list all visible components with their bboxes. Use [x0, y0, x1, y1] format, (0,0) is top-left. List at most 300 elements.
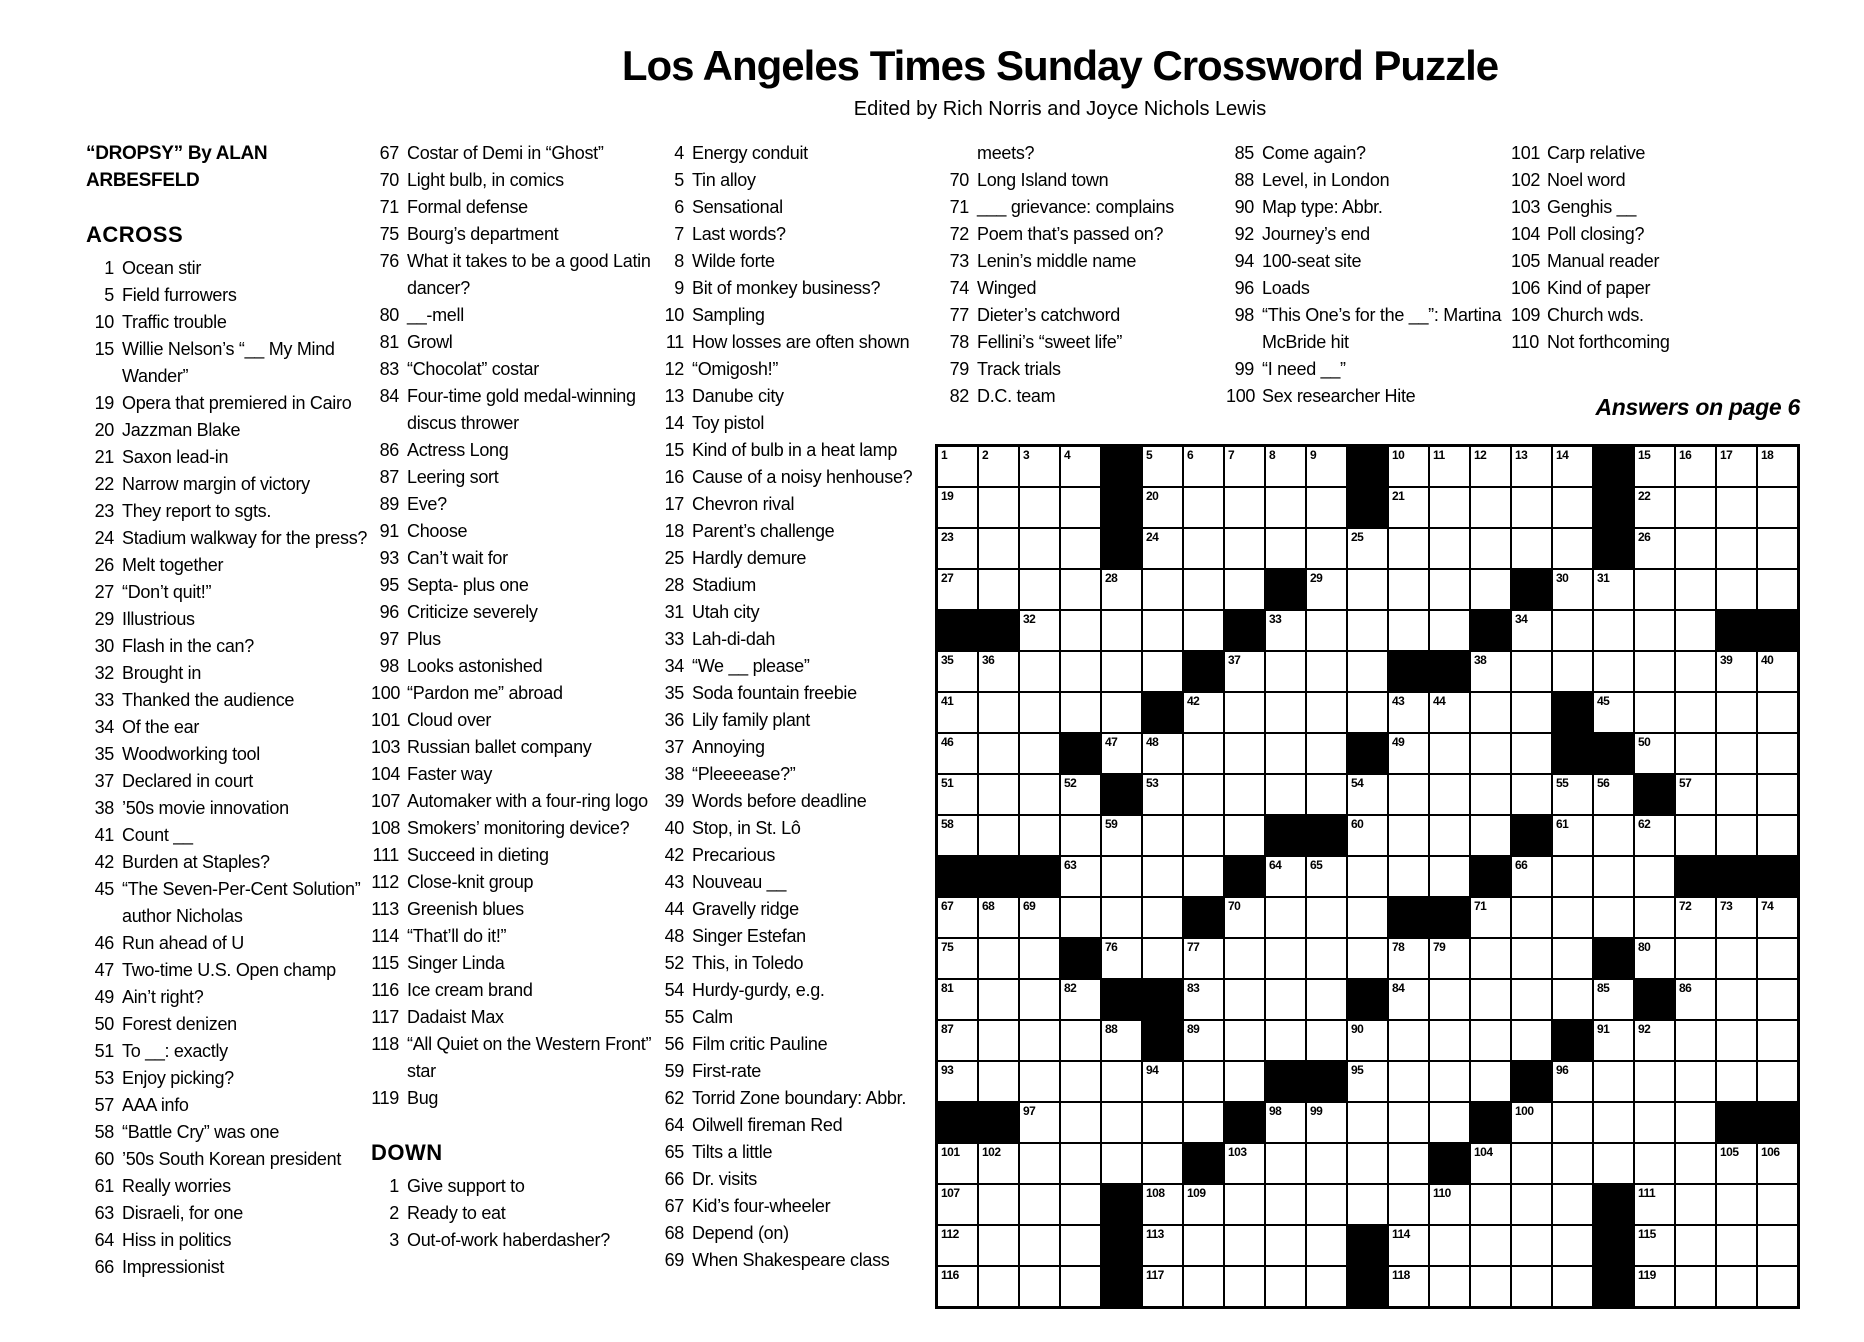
cell-r11c7[interactable]: [1183, 856, 1224, 897]
cell-r15c7[interactable]: [1183, 1020, 1224, 1061]
cell-r2c20[interactable]: [1716, 487, 1757, 528]
cell-r16c2[interactable]: [978, 1061, 1019, 1102]
cell-r21c21[interactable]: [1757, 1266, 1798, 1307]
cell-r7c20[interactable]: [1716, 692, 1757, 733]
cell-r16c13[interactable]: [1429, 1061, 1470, 1102]
cell-r2c2[interactable]: [978, 487, 1019, 528]
cell-r9c7[interactable]: [1183, 774, 1224, 815]
cell-r8c10[interactable]: [1306, 733, 1347, 774]
cell-r3c16[interactable]: [1552, 528, 1593, 569]
cell-r14c14[interactable]: [1470, 979, 1511, 1020]
cell-r2c3[interactable]: [1019, 487, 1060, 528]
cell-r3c20[interactable]: [1716, 528, 1757, 569]
cell-r9c17[interactable]: [1593, 774, 1634, 815]
cell-r12c5[interactable]: [1101, 897, 1142, 938]
cell-r21c16[interactable]: [1552, 1266, 1593, 1307]
cell-r19c11[interactable]: [1347, 1184, 1388, 1225]
cell-r12c11[interactable]: [1347, 897, 1388, 938]
cell-r19c8[interactable]: [1224, 1184, 1265, 1225]
cell-r9c20[interactable]: [1716, 774, 1757, 815]
cell-r10c7[interactable]: [1183, 815, 1224, 856]
cell-r3c19[interactable]: [1675, 528, 1716, 569]
cell-r9c2[interactable]: [978, 774, 1019, 815]
cell-r2c1[interactable]: [937, 487, 978, 528]
cell-r6c5[interactable]: [1101, 651, 1142, 692]
cell-r21c13[interactable]: [1429, 1266, 1470, 1307]
cell-r6c19[interactable]: [1675, 651, 1716, 692]
cell-r20c18[interactable]: [1634, 1225, 1675, 1266]
cell-r5c18[interactable]: [1634, 610, 1675, 651]
cell-r1c9[interactable]: [1265, 446, 1306, 487]
cell-r7c14[interactable]: [1470, 692, 1511, 733]
cell-r14c10[interactable]: [1306, 979, 1347, 1020]
cell-r9c14[interactable]: [1470, 774, 1511, 815]
cell-r3c9[interactable]: [1265, 528, 1306, 569]
cell-r14c17[interactable]: [1593, 979, 1634, 1020]
cell-r6c17[interactable]: [1593, 651, 1634, 692]
cell-r20c8[interactable]: [1224, 1225, 1265, 1266]
cell-r19c9[interactable]: [1265, 1184, 1306, 1225]
cell-r12c16[interactable]: [1552, 897, 1593, 938]
cell-r18c4[interactable]: [1060, 1143, 1101, 1184]
cell-r18c10[interactable]: [1306, 1143, 1347, 1184]
cell-r7c3[interactable]: [1019, 692, 1060, 733]
cell-r11c5[interactable]: [1101, 856, 1142, 897]
cell-r19c18[interactable]: [1634, 1184, 1675, 1225]
cell-r7c17[interactable]: [1593, 692, 1634, 733]
cell-r12c19[interactable]: [1675, 897, 1716, 938]
cell-r11c13[interactable]: [1429, 856, 1470, 897]
cell-r10c21[interactable]: [1757, 815, 1798, 856]
cell-r21c15[interactable]: [1511, 1266, 1552, 1307]
cell-r16c7[interactable]: [1183, 1061, 1224, 1102]
cell-r12c4[interactable]: [1060, 897, 1101, 938]
cell-r8c9[interactable]: [1265, 733, 1306, 774]
cell-r21c6[interactable]: [1142, 1266, 1183, 1307]
cell-r5c7[interactable]: [1183, 610, 1224, 651]
cell-r1c6[interactable]: [1142, 446, 1183, 487]
cell-r3c4[interactable]: [1060, 528, 1101, 569]
cell-r9c3[interactable]: [1019, 774, 1060, 815]
cell-r3c7[interactable]: [1183, 528, 1224, 569]
cell-r4c1[interactable]: [937, 569, 978, 610]
cell-r18c21[interactable]: [1757, 1143, 1798, 1184]
cell-r8c8[interactable]: [1224, 733, 1265, 774]
cell-r21c19[interactable]: [1675, 1266, 1716, 1307]
cell-r12c1[interactable]: [937, 897, 978, 938]
cell-r18c17[interactable]: [1593, 1143, 1634, 1184]
cell-r1c4[interactable]: [1060, 446, 1101, 487]
cell-r10c12[interactable]: [1388, 815, 1429, 856]
cell-r3c11[interactable]: [1347, 528, 1388, 569]
cell-r12c10[interactable]: [1306, 897, 1347, 938]
cell-r6c18[interactable]: [1634, 651, 1675, 692]
cell-r4c13[interactable]: [1429, 569, 1470, 610]
cell-r11c16[interactable]: [1552, 856, 1593, 897]
cell-r7c15[interactable]: [1511, 692, 1552, 733]
cell-r16c20[interactable]: [1716, 1061, 1757, 1102]
cell-r6c8[interactable]: [1224, 651, 1265, 692]
cell-r20c14[interactable]: [1470, 1225, 1511, 1266]
cell-r16c4[interactable]: [1060, 1061, 1101, 1102]
cell-r3c10[interactable]: [1306, 528, 1347, 569]
cell-r21c4[interactable]: [1060, 1266, 1101, 1307]
cell-r10c5[interactable]: [1101, 815, 1142, 856]
cell-r13c2[interactable]: [978, 938, 1019, 979]
cell-r21c10[interactable]: [1306, 1266, 1347, 1307]
cell-r6c16[interactable]: [1552, 651, 1593, 692]
cell-r4c19[interactable]: [1675, 569, 1716, 610]
cell-r10c2[interactable]: [978, 815, 1019, 856]
cell-r2c7[interactable]: [1183, 487, 1224, 528]
cell-r1c10[interactable]: [1306, 446, 1347, 487]
cell-r12c9[interactable]: [1265, 897, 1306, 938]
cell-r15c9[interactable]: [1265, 1020, 1306, 1061]
cell-r17c11[interactable]: [1347, 1102, 1388, 1143]
cell-r5c6[interactable]: [1142, 610, 1183, 651]
cell-r4c18[interactable]: [1634, 569, 1675, 610]
cell-r14c15[interactable]: [1511, 979, 1552, 1020]
cell-r9c16[interactable]: [1552, 774, 1593, 815]
cell-r19c1[interactable]: [937, 1184, 978, 1225]
cell-r14c20[interactable]: [1716, 979, 1757, 1020]
cell-r8c6[interactable]: [1142, 733, 1183, 774]
cell-r6c15[interactable]: [1511, 651, 1552, 692]
cell-r15c5[interactable]: [1101, 1020, 1142, 1061]
cell-r21c2[interactable]: [978, 1266, 1019, 1307]
cell-r20c4[interactable]: [1060, 1225, 1101, 1266]
cell-r3c2[interactable]: [978, 528, 1019, 569]
cell-r6c14[interactable]: [1470, 651, 1511, 692]
cell-r11c18[interactable]: [1634, 856, 1675, 897]
cell-r13c20[interactable]: [1716, 938, 1757, 979]
cell-r15c19[interactable]: [1675, 1020, 1716, 1061]
cell-r3c1[interactable]: [937, 528, 978, 569]
cell-r15c8[interactable]: [1224, 1020, 1265, 1061]
cell-r4c17[interactable]: [1593, 569, 1634, 610]
cell-r6c4[interactable]: [1060, 651, 1101, 692]
cell-r20c7[interactable]: [1183, 1225, 1224, 1266]
cell-r9c6[interactable]: [1142, 774, 1183, 815]
cell-r1c15[interactable]: [1511, 446, 1552, 487]
cell-r21c20[interactable]: [1716, 1266, 1757, 1307]
cell-r1c1[interactable]: [937, 446, 978, 487]
cell-r20c13[interactable]: [1429, 1225, 1470, 1266]
cell-r12c20[interactable]: [1716, 897, 1757, 938]
cell-r6c21[interactable]: [1757, 651, 1798, 692]
cell-r7c4[interactable]: [1060, 692, 1101, 733]
cell-r11c15[interactable]: [1511, 856, 1552, 897]
cell-r16c1[interactable]: [937, 1061, 978, 1102]
cell-r16c17[interactable]: [1593, 1061, 1634, 1102]
cell-r2c21[interactable]: [1757, 487, 1798, 528]
cell-r5c17[interactable]: [1593, 610, 1634, 651]
cell-r10c18[interactable]: [1634, 815, 1675, 856]
cell-r7c13[interactable]: [1429, 692, 1470, 733]
cell-r9c4[interactable]: [1060, 774, 1101, 815]
cell-r14c2[interactable]: [978, 979, 1019, 1020]
cell-r1c13[interactable]: [1429, 446, 1470, 487]
cell-r18c14[interactable]: [1470, 1143, 1511, 1184]
cell-r1c19[interactable]: [1675, 446, 1716, 487]
cell-r2c19[interactable]: [1675, 487, 1716, 528]
cell-r18c1[interactable]: [937, 1143, 978, 1184]
cell-r5c3[interactable]: [1019, 610, 1060, 651]
cell-r3c6[interactable]: [1142, 528, 1183, 569]
cell-r19c13[interactable]: [1429, 1184, 1470, 1225]
cell-r17c15[interactable]: [1511, 1102, 1552, 1143]
cell-r13c11[interactable]: [1347, 938, 1388, 979]
cell-r3c3[interactable]: [1019, 528, 1060, 569]
cell-r13c8[interactable]: [1224, 938, 1265, 979]
cell-r19c7[interactable]: [1183, 1184, 1224, 1225]
cell-r5c11[interactable]: [1347, 610, 1388, 651]
cell-r8c18[interactable]: [1634, 733, 1675, 774]
cell-r10c8[interactable]: [1224, 815, 1265, 856]
cell-r21c14[interactable]: [1470, 1266, 1511, 1307]
cell-r15c21[interactable]: [1757, 1020, 1798, 1061]
cell-r2c15[interactable]: [1511, 487, 1552, 528]
cell-r17c6[interactable]: [1142, 1102, 1183, 1143]
cell-r12c2[interactable]: [978, 897, 1019, 938]
cell-r9c9[interactable]: [1265, 774, 1306, 815]
cell-r17c19[interactable]: [1675, 1102, 1716, 1143]
cell-r10c1[interactable]: [937, 815, 978, 856]
cell-r1c21[interactable]: [1757, 446, 1798, 487]
cell-r11c6[interactable]: [1142, 856, 1183, 897]
cell-r20c20[interactable]: [1716, 1225, 1757, 1266]
cell-r18c6[interactable]: [1142, 1143, 1183, 1184]
cell-r11c17[interactable]: [1593, 856, 1634, 897]
cell-r14c13[interactable]: [1429, 979, 1470, 1020]
cell-r13c19[interactable]: [1675, 938, 1716, 979]
cell-r15c2[interactable]: [978, 1020, 1019, 1061]
cell-r3c21[interactable]: [1757, 528, 1798, 569]
cell-r2c6[interactable]: [1142, 487, 1183, 528]
cell-r10c3[interactable]: [1019, 815, 1060, 856]
cell-r17c17[interactable]: [1593, 1102, 1634, 1143]
cell-r18c8[interactable]: [1224, 1143, 1265, 1184]
cell-r1c3[interactable]: [1019, 446, 1060, 487]
cell-r1c20[interactable]: [1716, 446, 1757, 487]
cell-r3c15[interactable]: [1511, 528, 1552, 569]
cell-r2c14[interactable]: [1470, 487, 1511, 528]
cell-r19c19[interactable]: [1675, 1184, 1716, 1225]
cell-r4c11[interactable]: [1347, 569, 1388, 610]
cell-r19c16[interactable]: [1552, 1184, 1593, 1225]
cell-r20c6[interactable]: [1142, 1225, 1183, 1266]
cell-r10c16[interactable]: [1552, 815, 1593, 856]
cell-r15c18[interactable]: [1634, 1020, 1675, 1061]
cell-r4c6[interactable]: [1142, 569, 1183, 610]
cell-r13c12[interactable]: [1388, 938, 1429, 979]
cell-r13c16[interactable]: [1552, 938, 1593, 979]
cell-r15c1[interactable]: [937, 1020, 978, 1061]
cell-r12c15[interactable]: [1511, 897, 1552, 938]
cell-r9c11[interactable]: [1347, 774, 1388, 815]
cell-r10c20[interactable]: [1716, 815, 1757, 856]
cell-r7c1[interactable]: [937, 692, 978, 733]
cell-r7c21[interactable]: [1757, 692, 1798, 733]
cell-r1c18[interactable]: [1634, 446, 1675, 487]
cell-r6c11[interactable]: [1347, 651, 1388, 692]
cell-r3c12[interactable]: [1388, 528, 1429, 569]
cell-r17c18[interactable]: [1634, 1102, 1675, 1143]
cell-r4c20[interactable]: [1716, 569, 1757, 610]
cell-r15c17[interactable]: [1593, 1020, 1634, 1061]
cell-r18c19[interactable]: [1675, 1143, 1716, 1184]
cell-r9c10[interactable]: [1306, 774, 1347, 815]
cell-r4c12[interactable]: [1388, 569, 1429, 610]
cell-r13c15[interactable]: [1511, 938, 1552, 979]
cell-r11c9[interactable]: [1265, 856, 1306, 897]
cell-r4c16[interactable]: [1552, 569, 1593, 610]
cell-r3c18[interactable]: [1634, 528, 1675, 569]
cell-r16c12[interactable]: [1388, 1061, 1429, 1102]
cell-r8c19[interactable]: [1675, 733, 1716, 774]
cell-r8c2[interactable]: [978, 733, 1019, 774]
cell-r8c13[interactable]: [1429, 733, 1470, 774]
cell-r9c21[interactable]: [1757, 774, 1798, 815]
cell-r10c6[interactable]: [1142, 815, 1183, 856]
cell-r9c19[interactable]: [1675, 774, 1716, 815]
cell-r18c16[interactable]: [1552, 1143, 1593, 1184]
cell-r3c13[interactable]: [1429, 528, 1470, 569]
cell-r6c1[interactable]: [937, 651, 978, 692]
cell-r19c20[interactable]: [1716, 1184, 1757, 1225]
cell-r16c8[interactable]: [1224, 1061, 1265, 1102]
cell-r1c14[interactable]: [1470, 446, 1511, 487]
cell-r7c8[interactable]: [1224, 692, 1265, 733]
cell-r17c13[interactable]: [1429, 1102, 1470, 1143]
cell-r8c15[interactable]: [1511, 733, 1552, 774]
cell-r5c9[interactable]: [1265, 610, 1306, 651]
cell-r15c14[interactable]: [1470, 1020, 1511, 1061]
cell-r1c12[interactable]: [1388, 446, 1429, 487]
cell-r5c10[interactable]: [1306, 610, 1347, 651]
cell-r10c17[interactable]: [1593, 815, 1634, 856]
cell-r4c4[interactable]: [1060, 569, 1101, 610]
cell-r5c19[interactable]: [1675, 610, 1716, 651]
cell-r12c3[interactable]: [1019, 897, 1060, 938]
cell-r14c19[interactable]: [1675, 979, 1716, 1020]
cell-r7c10[interactable]: [1306, 692, 1347, 733]
cell-r14c8[interactable]: [1224, 979, 1265, 1020]
cell-r20c2[interactable]: [978, 1225, 1019, 1266]
cell-r2c4[interactable]: [1060, 487, 1101, 528]
cell-r7c19[interactable]: [1675, 692, 1716, 733]
cell-r14c12[interactable]: [1388, 979, 1429, 1020]
cell-r7c2[interactable]: [978, 692, 1019, 733]
cell-r4c5[interactable]: [1101, 569, 1142, 610]
cell-r2c13[interactable]: [1429, 487, 1470, 528]
cell-r14c7[interactable]: [1183, 979, 1224, 1020]
cell-r20c9[interactable]: [1265, 1225, 1306, 1266]
cell-r16c21[interactable]: [1757, 1061, 1798, 1102]
cell-r12c8[interactable]: [1224, 897, 1265, 938]
cell-r19c21[interactable]: [1757, 1184, 1798, 1225]
cell-r15c15[interactable]: [1511, 1020, 1552, 1061]
cell-r19c6[interactable]: [1142, 1184, 1183, 1225]
cell-r16c16[interactable]: [1552, 1061, 1593, 1102]
cell-r19c15[interactable]: [1511, 1184, 1552, 1225]
cell-r11c11[interactable]: [1347, 856, 1388, 897]
cell-r3c14[interactable]: [1470, 528, 1511, 569]
cell-r2c16[interactable]: [1552, 487, 1593, 528]
cell-r18c5[interactable]: [1101, 1143, 1142, 1184]
cell-r20c21[interactable]: [1757, 1225, 1798, 1266]
cell-r4c3[interactable]: [1019, 569, 1060, 610]
cell-r15c3[interactable]: [1019, 1020, 1060, 1061]
cell-r21c1[interactable]: [937, 1266, 978, 1307]
cell-r21c3[interactable]: [1019, 1266, 1060, 1307]
cell-r6c3[interactable]: [1019, 651, 1060, 692]
cell-r2c12[interactable]: [1388, 487, 1429, 528]
cell-r13c6[interactable]: [1142, 938, 1183, 979]
cell-r21c9[interactable]: [1265, 1266, 1306, 1307]
cell-r8c1[interactable]: [937, 733, 978, 774]
cell-r4c2[interactable]: [978, 569, 1019, 610]
cell-r15c12[interactable]: [1388, 1020, 1429, 1061]
cell-r19c10[interactable]: [1306, 1184, 1347, 1225]
cell-r19c4[interactable]: [1060, 1184, 1101, 1225]
cell-r18c2[interactable]: [978, 1143, 1019, 1184]
cell-r7c18[interactable]: [1634, 692, 1675, 733]
cell-r9c8[interactable]: [1224, 774, 1265, 815]
cell-r14c1[interactable]: [937, 979, 978, 1020]
cell-r1c7[interactable]: [1183, 446, 1224, 487]
cell-r7c12[interactable]: [1388, 692, 1429, 733]
cell-r5c13[interactable]: [1429, 610, 1470, 651]
cell-r2c18[interactable]: [1634, 487, 1675, 528]
cell-r8c12[interactable]: [1388, 733, 1429, 774]
cell-r20c16[interactable]: [1552, 1225, 1593, 1266]
cell-r8c3[interactable]: [1019, 733, 1060, 774]
cell-r2c10[interactable]: [1306, 487, 1347, 528]
cell-r13c13[interactable]: [1429, 938, 1470, 979]
cell-r9c1[interactable]: [937, 774, 978, 815]
cell-r6c6[interactable]: [1142, 651, 1183, 692]
cell-r4c8[interactable]: [1224, 569, 1265, 610]
cell-r12c21[interactable]: [1757, 897, 1798, 938]
cell-r20c12[interactable]: [1388, 1225, 1429, 1266]
cell-r17c16[interactable]: [1552, 1102, 1593, 1143]
cell-r13c9[interactable]: [1265, 938, 1306, 979]
cell-r8c14[interactable]: [1470, 733, 1511, 774]
cell-r18c11[interactable]: [1347, 1143, 1388, 1184]
cell-r13c10[interactable]: [1306, 938, 1347, 979]
cell-r13c3[interactable]: [1019, 938, 1060, 979]
cell-r1c8[interactable]: [1224, 446, 1265, 487]
cell-r13c14[interactable]: [1470, 938, 1511, 979]
cell-r10c19[interactable]: [1675, 815, 1716, 856]
cell-r12c18[interactable]: [1634, 897, 1675, 938]
cell-r16c11[interactable]: [1347, 1061, 1388, 1102]
cell-r8c20[interactable]: [1716, 733, 1757, 774]
cell-r5c15[interactable]: [1511, 610, 1552, 651]
cell-r21c12[interactable]: [1388, 1266, 1429, 1307]
cell-r17c9[interactable]: [1265, 1102, 1306, 1143]
cell-r16c6[interactable]: [1142, 1061, 1183, 1102]
cell-r20c15[interactable]: [1511, 1225, 1552, 1266]
cell-r1c2[interactable]: [978, 446, 1019, 487]
cell-r17c7[interactable]: [1183, 1102, 1224, 1143]
cell-r16c3[interactable]: [1019, 1061, 1060, 1102]
cell-r5c4[interactable]: [1060, 610, 1101, 651]
cell-r15c11[interactable]: [1347, 1020, 1388, 1061]
cell-r20c3[interactable]: [1019, 1225, 1060, 1266]
cell-r17c10[interactable]: [1306, 1102, 1347, 1143]
